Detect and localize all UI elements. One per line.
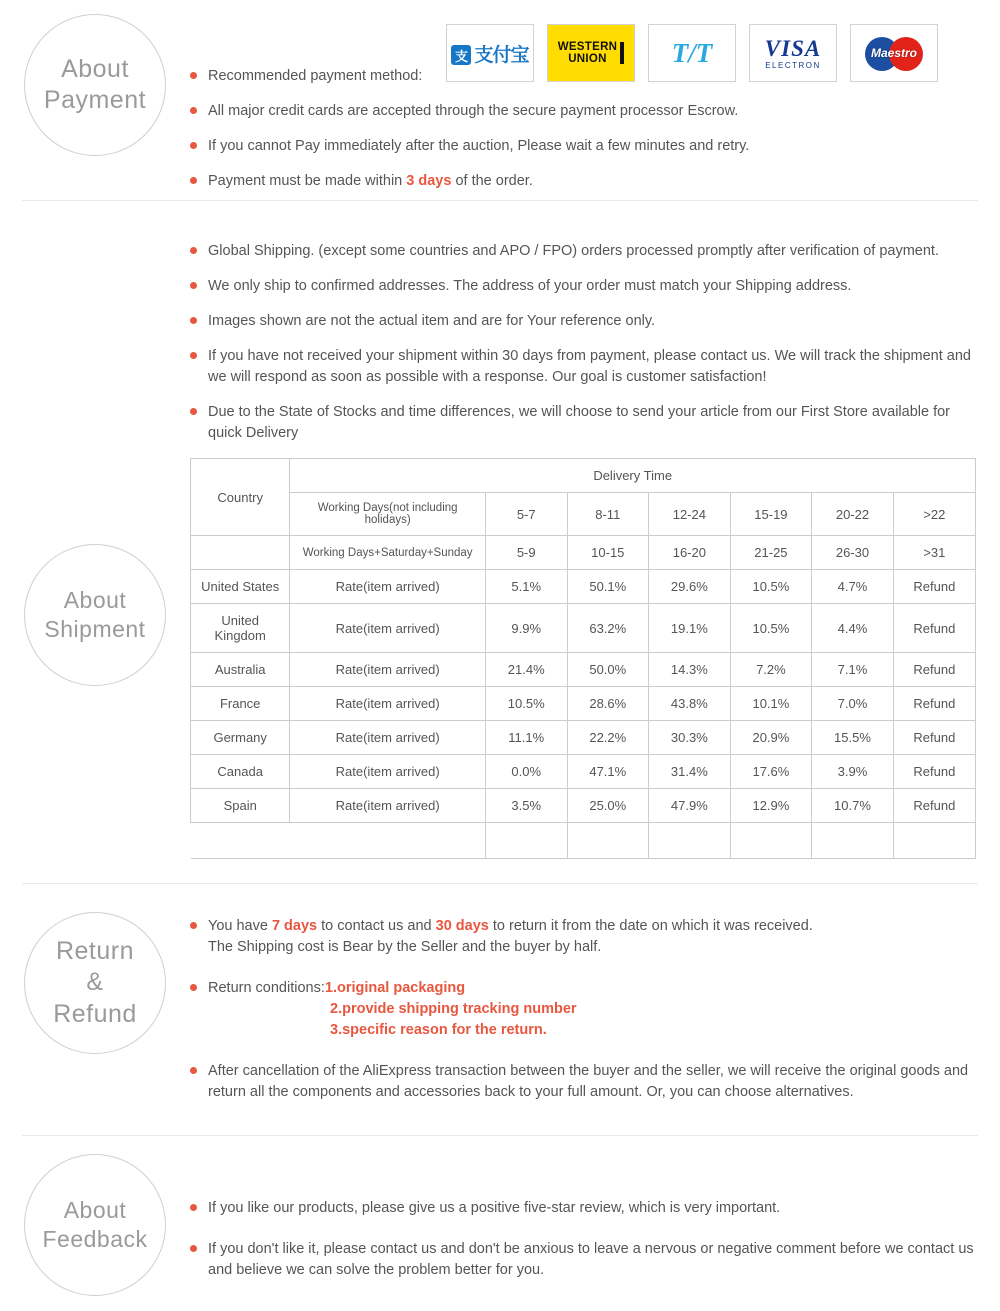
table-cell-value: Refund (893, 570, 975, 604)
table-cell-value: 31.4% (649, 755, 731, 789)
return-conditions-label: Return conditions: (208, 980, 325, 997)
table-cell-rate-label: Rate(item arrived) (290, 570, 486, 604)
table-cell-working-5: >22 (893, 493, 975, 536)
shipment-bullet-5: Due to the State of Stocks and time differences, we will choose to send your article from our First Store available for quick Delivery (190, 402, 978, 444)
table-row (191, 755, 976, 789)
table-cell-value: 10.1% (730, 687, 812, 721)
table-cell-value: Refund (893, 789, 975, 823)
western-union-logo (548, 25, 634, 81)
western-union-bar (620, 42, 624, 64)
table-cell-value: 15.5% (812, 721, 894, 755)
table-cell-value: 3.5% (485, 789, 567, 823)
return-30-days: 30 days (435, 918, 489, 935)
table-cell-value: 50.1% (567, 570, 649, 604)
table-cell-spacer (191, 823, 290, 859)
shipment-bullet-3: Images shown are not the actual item and are for Your reference only. (190, 311, 978, 332)
shipment-content (190, 221, 1000, 859)
table-cell-value: 30.3% (649, 721, 731, 755)
payment-bullet-4-tail: of the order. (451, 173, 533, 190)
table-row-header (191, 459, 976, 493)
badge-column-shipment (0, 394, 190, 686)
badge-line-2: Shipment (44, 616, 146, 643)
alipay-icon (446, 24, 534, 82)
table-cell-value: Refund (893, 721, 975, 755)
return-condition-2: 2.provide shipping tracking number (330, 1001, 577, 1018)
table-cell-working-1: 8-11 (567, 493, 649, 536)
table-cell-value: 11.1% (485, 721, 567, 755)
table-cell-weekend-3: 21-25 (730, 536, 812, 570)
return-bullet-3: After cancellation of the AliExpress transaction between the buyer and the seller, we will receive the original goods and return all the components and accessories back to your full amount. Or, you can choose alternatives. (190, 1061, 978, 1103)
feedback-bullet-2: If you don't like it, please contact us and don't be anxious to leave a nervous or negative comment before we contact us and believe we can solve the problem better for you. (190, 1239, 978, 1281)
return-b1-mid: to contact us and (317, 918, 436, 935)
table-cell-working-3: 15-19 (730, 493, 812, 536)
table-cell-value: 4.4% (812, 604, 894, 653)
table-row (191, 653, 976, 687)
badge-line-1: About (63, 587, 127, 614)
table-cell-value: 43.8% (649, 687, 731, 721)
section-about-payment (0, 0, 1000, 200)
table-cell-value: 21.4% (485, 653, 567, 687)
table-cell-value: 19.1% (649, 604, 731, 653)
table-cell-working-days-label: Working Days(not including holidays) (290, 493, 486, 536)
table-cell-value: Refund (893, 604, 975, 653)
alipay-label: 支付宝 (474, 44, 529, 66)
badge-about-payment (24, 14, 166, 156)
payment-icons (446, 24, 938, 82)
visa-logo (765, 37, 821, 70)
alipay-logo (451, 40, 528, 67)
feedback-bullet-1: If you like our products, please give us a positive five-star review, which is very important. (190, 1198, 978, 1219)
tt-label: T/T (671, 37, 713, 68)
section-return-refund (0, 884, 1000, 1117)
table-cell-value: 9.9% (485, 604, 567, 653)
table-cell-value: 3.9% (812, 755, 894, 789)
table-cell-working-0: 5-7 (485, 493, 567, 536)
table-cell-value: 63.2% (567, 604, 649, 653)
table-cell-value: 20.9% (730, 721, 812, 755)
return-b1-line2: The Shipping cost is Bear by the Seller and the buyer by half. (208, 939, 602, 956)
table-cell-country: Spain (191, 789, 290, 823)
table-row-weekend-days (191, 536, 976, 570)
table-row (191, 789, 976, 823)
badge-about-shipment (24, 544, 166, 686)
visa-sub-label: ELECTRON (765, 60, 821, 70)
return-b1-pre: You have (208, 918, 272, 935)
table-cell-rate-label: Rate(item arrived) (290, 755, 486, 789)
payment-bullet-list (190, 66, 978, 192)
table-cell-value: 7.0% (812, 687, 894, 721)
badge-line-2: Feedback (42, 1226, 148, 1253)
payment-bullet-3-text: If you cannot Pay immediately after the auction, Please wait a few minutes and retry. (208, 138, 750, 155)
table-header-delivery-time: Delivery Time (290, 459, 976, 493)
table-cell-spacer (485, 823, 567, 859)
table-cell-value: 17.6% (730, 755, 812, 789)
table-header-country: Country (191, 459, 290, 536)
table-cell-value: Refund (893, 687, 975, 721)
return-content (190, 902, 1000, 1117)
section-about-shipment (0, 201, 1000, 859)
feedback-bullet-list (190, 1198, 978, 1281)
badge-line-2: & (86, 968, 104, 997)
maestro-label: Maestro (870, 46, 917, 60)
table-cell-weekend-5: >31 (893, 536, 975, 570)
table-cell-value: 5.1% (485, 570, 567, 604)
payment-bullet-3 (190, 136, 978, 157)
payment-bullet-4 (190, 171, 978, 192)
table-cell-value: 12.9% (730, 789, 812, 823)
return-bullet-list (190, 916, 978, 1103)
visa-electron-icon (749, 24, 837, 82)
shipment-bullet-list (190, 241, 978, 444)
alipay-mark: 支 (451, 45, 471, 65)
table-cell-spacer (290, 823, 486, 859)
badge-column-feedback (0, 1154, 190, 1296)
table-row (191, 604, 976, 653)
table-cell-value: 14.3% (649, 653, 731, 687)
table-row (191, 721, 976, 755)
table-cell-value: Refund (893, 755, 975, 789)
table-cell-country: Australia (191, 653, 290, 687)
return-bullet-2 (190, 978, 978, 1041)
payment-bullet-1-text: Recommended payment method: (208, 68, 423, 84)
table-cell-rate-label: Rate(item arrived) (290, 687, 486, 721)
badge-column-return (0, 902, 190, 1054)
tt-transfer-icon (648, 24, 736, 82)
table-cell-value: 10.5% (485, 687, 567, 721)
table-cell-spacer (893, 823, 975, 859)
delivery-time-table (190, 458, 976, 859)
table-cell-value: 10.7% (812, 789, 894, 823)
table-cell-weekend-1: 10-15 (567, 536, 649, 570)
table-cell-weekend-2: 16-20 (649, 536, 731, 570)
table-cell-value: 0.0% (485, 755, 567, 789)
table-row-working-days (191, 493, 976, 536)
payment-bullet-4-text: Payment must be made within (208, 173, 407, 190)
badge-return-refund (24, 912, 166, 1054)
table-cell-spacer (567, 823, 649, 859)
table-row-footer-spacer (191, 823, 976, 859)
table-cell-value: 28.6% (567, 687, 649, 721)
badge-column-payment (0, 14, 190, 156)
table-cell-country: United Kingdom (191, 604, 290, 653)
table-cell-weekend-4: 26-30 (812, 536, 894, 570)
table-cell-value: 10.5% (730, 604, 812, 653)
table-cell-rate-label: Rate(item arrived) (290, 653, 486, 687)
return-condition-1: 1.original packaging (324, 980, 466, 997)
table-cell-weekend-days-label: Working Days+Saturday+Sunday (290, 536, 486, 570)
visa-label: VISA (764, 35, 822, 61)
table-cell-weekend-0: 5-9 (485, 536, 567, 570)
table-cell-country: Canada (191, 755, 290, 789)
payment-bullet-2 (190, 101, 978, 122)
return-b1-post: to return it from the date on which it was received. (488, 918, 813, 935)
table-row (191, 570, 976, 604)
maestro-logo (851, 25, 937, 81)
table-cell-value: 50.0% (567, 653, 649, 687)
badge-line-1: About (61, 54, 129, 83)
badge-about-feedback (24, 1154, 166, 1296)
badge-line-1: About (63, 1197, 127, 1224)
badge-line-3: Refund (53, 999, 137, 1028)
table-row (191, 687, 976, 721)
western-union-icon (547, 24, 635, 82)
return-bullet-1 (190, 916, 978, 958)
shipment-bullet-2: We only ship to confirmed addresses. The address of your order must match your Shipping address. (190, 276, 978, 297)
feedback-content (190, 1154, 1000, 1295)
table-cell-value: 4.7% (812, 570, 894, 604)
table-cell-value: 47.1% (567, 755, 649, 789)
western-union-label: WESTERN UNION (557, 40, 618, 65)
table-cell-working-4: 20-22 (812, 493, 894, 536)
table-cell-value: 7.1% (812, 653, 894, 687)
return-7-days: 7 days (271, 918, 318, 935)
table-cell-value: 47.9% (649, 789, 731, 823)
badge-line-1: Return (55, 937, 135, 966)
payment-bullet-2-text: All major credit cards are accepted through the secure payment processor Escrow. (208, 103, 739, 120)
table-cell-value: 29.6% (649, 570, 731, 604)
table-cell-rate-label: Rate(item arrived) (290, 604, 486, 653)
table-cell-value: 7.2% (730, 653, 812, 687)
table-cell-rate-label: Rate(item arrived) (290, 789, 486, 823)
section-about-feedback (0, 1136, 1000, 1296)
table-cell-spacer (812, 823, 894, 859)
table-cell-value: Refund (893, 653, 975, 687)
table-cell-value: 22.2% (567, 721, 649, 755)
shipment-bullet-1: Global Shipping. (except some countries and APO / FPO) orders processed promptly after verification of payment. (190, 241, 978, 262)
maestro-icon (850, 24, 938, 82)
table-cell-value: 25.0% (567, 789, 649, 823)
table-cell-spacer (730, 823, 812, 859)
table-cell-country: United States (191, 570, 290, 604)
table-cell-spacer (649, 823, 731, 859)
table-cell-value: 10.5% (730, 570, 812, 604)
table-cell-country-blank (191, 536, 290, 570)
table-cell-country: Germany (191, 721, 290, 755)
badge-line-2: Payment (43, 86, 147, 114)
return-condition-3: 3.specific reason for the return. (330, 1022, 547, 1039)
shipment-bullet-4: If you have not received your shipment within 30 days from payment, please contact us. We will track the shipment and we will respond as soon as possible with a response. Our goal is customer satisfaction! (190, 346, 978, 388)
table-cell-rate-label: Rate(item arrived) (290, 721, 486, 755)
table-cell-country: France (191, 687, 290, 721)
payment-days-highlight: 3 days (406, 173, 452, 190)
table-cell-working-2: 12-24 (649, 493, 731, 536)
